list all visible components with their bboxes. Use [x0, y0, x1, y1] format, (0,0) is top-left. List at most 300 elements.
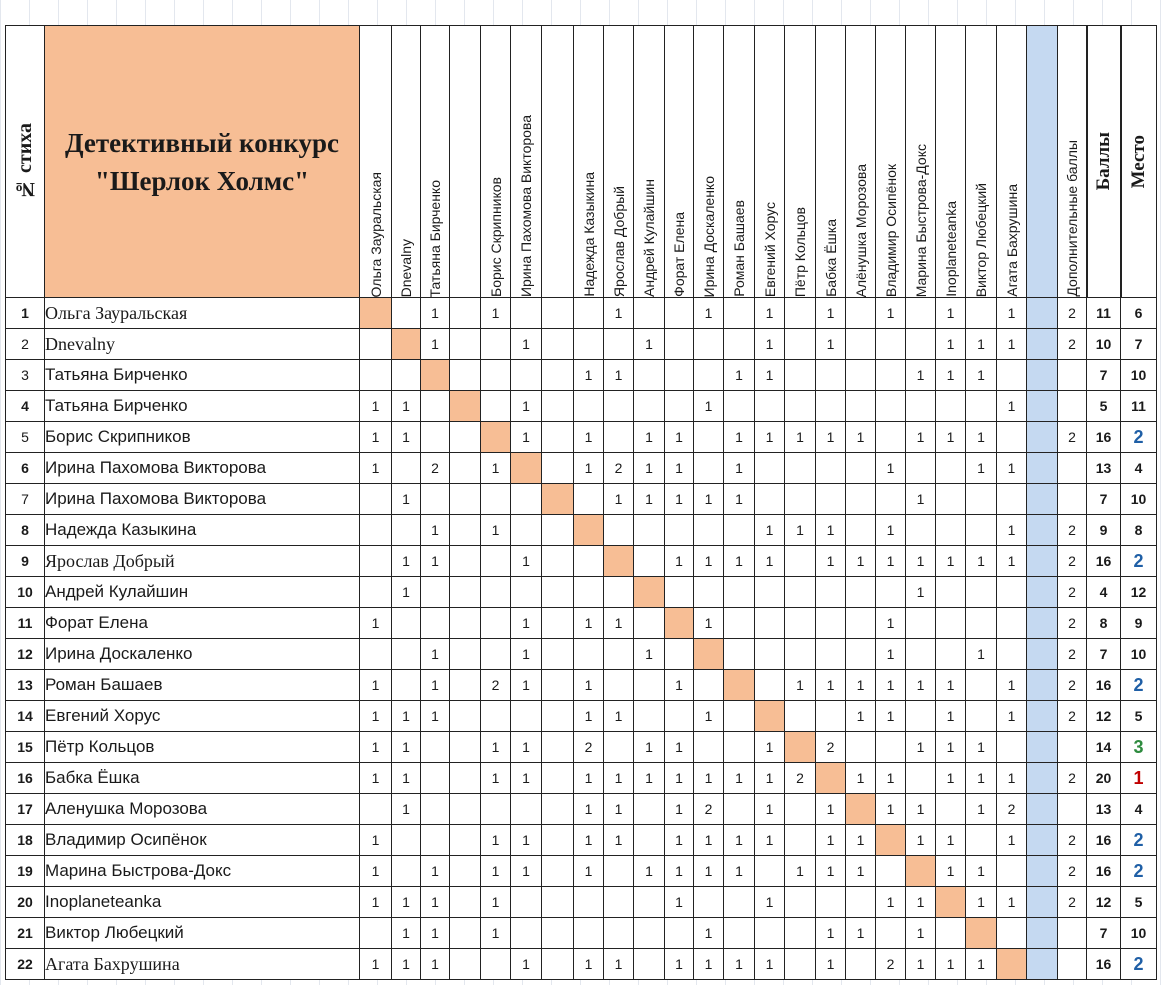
vote-cell[interactable]	[665, 329, 694, 360]
score-cell[interactable]: 7	[1087, 484, 1121, 515]
vote-cell[interactable]	[1027, 484, 1058, 515]
vote-cell[interactable]: 1	[876, 701, 906, 732]
vote-cell[interactable]	[876, 484, 906, 515]
vote-cell[interactable]: 1	[724, 484, 755, 515]
vote-cell[interactable]	[816, 887, 846, 918]
vote-cell[interactable]	[997, 856, 1027, 887]
vote-cell[interactable]: 1	[724, 763, 755, 794]
vote-cell[interactable]: 1	[665, 732, 694, 763]
vote-cell[interactable]	[694, 360, 724, 391]
vote-cell[interactable]: 1	[574, 856, 604, 887]
vote-cell[interactable]: 1	[997, 329, 1027, 360]
vote-cell[interactable]	[604, 577, 634, 608]
extra-points-cell[interactable]	[1058, 360, 1087, 391]
score-cell[interactable]: 9	[1087, 515, 1121, 546]
vote-cell[interactable]	[1027, 701, 1058, 732]
vote-cell[interactable]	[785, 918, 816, 949]
vote-cell[interactable]: 1	[755, 298, 785, 329]
vote-cell[interactable]: 1	[421, 329, 450, 360]
verse-number-cell[interactable]: 20	[6, 887, 45, 918]
author-name-cell[interactable]: Ярослав Добрый	[45, 546, 360, 577]
vote-cell[interactable]	[665, 391, 694, 422]
vote-cell[interactable]	[936, 577, 966, 608]
vote-cell[interactable]: 2	[481, 670, 511, 701]
vote-cell[interactable]: 1	[665, 887, 694, 918]
vote-cell[interactable]: 1	[604, 298, 634, 329]
vote-cell[interactable]: 1	[574, 670, 604, 701]
vote-cell[interactable]: 1	[997, 298, 1027, 329]
author-name-cell[interactable]: Надежда Казыкина	[45, 515, 360, 546]
vote-cell[interactable]	[906, 515, 936, 546]
vote-cell[interactable]: 1	[997, 515, 1027, 546]
vote-cell[interactable]: 1	[816, 515, 846, 546]
vote-cell[interactable]: 1	[634, 329, 665, 360]
vote-cell[interactable]: 1	[906, 360, 936, 391]
verse-number-cell[interactable]: 7	[6, 484, 45, 515]
verse-number-cell[interactable]: 16	[6, 763, 45, 794]
vote-cell[interactable]: 1	[876, 453, 906, 484]
vote-cell[interactable]	[785, 949, 816, 980]
vote-cell[interactable]: 1	[997, 701, 1027, 732]
column-header-23[interactable]	[1027, 26, 1058, 298]
author-name-cell[interactable]: Ольга Зауральская	[45, 298, 360, 329]
vote-cell[interactable]	[846, 298, 876, 329]
vote-cell[interactable]	[906, 391, 936, 422]
vote-cell[interactable]	[604, 887, 634, 918]
place-cell[interactable]: 9	[1121, 608, 1157, 639]
vote-cell[interactable]	[876, 391, 906, 422]
vote-cell[interactable]	[846, 484, 876, 515]
vote-cell[interactable]	[542, 856, 574, 887]
vote-cell[interactable]	[574, 546, 604, 577]
vote-cell[interactable]	[421, 794, 450, 825]
vote-cell[interactable]	[785, 391, 816, 422]
vote-cell[interactable]	[724, 329, 755, 360]
vote-cell[interactable]	[694, 732, 724, 763]
vote-cell[interactable]	[1027, 298, 1058, 329]
vote-cell[interactable]	[421, 825, 450, 856]
vote-cell[interactable]	[542, 391, 574, 422]
vote-cell[interactable]: 1	[936, 949, 966, 980]
vote-cell[interactable]	[966, 577, 997, 608]
extra-points-cell[interactable]: 2	[1058, 825, 1087, 856]
verse-number-cell[interactable]: 6	[6, 453, 45, 484]
author-name-cell[interactable]: Евгений Хорус	[45, 701, 360, 732]
vote-cell[interactable]: 1	[906, 918, 936, 949]
vote-cell[interactable]	[966, 391, 997, 422]
place-cell[interactable]: 6	[1121, 298, 1157, 329]
vote-cell[interactable]	[876, 732, 906, 763]
vote-cell[interactable]: 1	[694, 949, 724, 980]
vote-cell[interactable]: 1	[392, 391, 421, 422]
vote-cell[interactable]	[846, 577, 876, 608]
vote-cell[interactable]: 1	[665, 763, 694, 794]
extra-points-cell[interactable]: 2	[1058, 515, 1087, 546]
vote-cell[interactable]: 1	[574, 825, 604, 856]
place-cell[interactable]: 2	[1121, 949, 1157, 980]
vote-cell[interactable]	[665, 360, 694, 391]
vote-cell[interactable]	[421, 391, 450, 422]
extra-points-cell[interactable]: 2	[1058, 329, 1087, 360]
vote-cell[interactable]	[604, 856, 634, 887]
verse-number-cell[interactable]: 15	[6, 732, 45, 763]
vote-cell[interactable]	[724, 918, 755, 949]
vote-cell[interactable]	[450, 856, 481, 887]
vote-cell[interactable]: 1	[634, 639, 665, 670]
vote-cell[interactable]	[724, 639, 755, 670]
score-cell[interactable]: 13	[1087, 453, 1121, 484]
vote-cell[interactable]: 1	[724, 453, 755, 484]
vote-cell[interactable]	[724, 515, 755, 546]
vote-cell[interactable]: 1	[634, 856, 665, 887]
vote-cell[interactable]: 1	[694, 856, 724, 887]
vote-cell[interactable]	[542, 887, 574, 918]
vote-cell[interactable]: 1	[360, 856, 392, 887]
vote-cell[interactable]	[450, 763, 481, 794]
vote-cell[interactable]: 1	[997, 763, 1027, 794]
vote-cell[interactable]: 1	[966, 546, 997, 577]
vote-cell[interactable]	[360, 546, 392, 577]
place-cell[interactable]: 7	[1121, 329, 1157, 360]
vote-cell[interactable]: 1	[392, 546, 421, 577]
vote-cell[interactable]	[481, 422, 511, 453]
vote-cell[interactable]	[574, 298, 604, 329]
score-cell[interactable]: 4	[1087, 577, 1121, 608]
vote-cell[interactable]: 1	[604, 949, 634, 980]
vote-cell[interactable]	[634, 825, 665, 856]
vote-cell[interactable]	[574, 577, 604, 608]
vote-cell[interactable]: 1	[360, 670, 392, 701]
extra-points-cell[interactable]	[1058, 453, 1087, 484]
vote-cell[interactable]	[694, 887, 724, 918]
vote-cell[interactable]	[481, 484, 511, 515]
vote-cell[interactable]	[542, 422, 574, 453]
column-header-10[interactable]	[634, 26, 665, 298]
vote-cell[interactable]	[481, 794, 511, 825]
author-name-cell[interactable]: Борис Скрипников	[45, 422, 360, 453]
column-header-1[interactable]	[360, 26, 392, 298]
vote-cell[interactable]	[966, 701, 997, 732]
vote-cell[interactable]	[634, 391, 665, 422]
author-name-cell[interactable]: Татьяна Бирченко	[45, 360, 360, 391]
author-name-cell[interactable]: Виктор Любецкий	[45, 918, 360, 949]
vote-cell[interactable]	[997, 422, 1027, 453]
vote-cell[interactable]	[1027, 949, 1058, 980]
vote-cell[interactable]: 1	[574, 763, 604, 794]
vote-cell[interactable]: 1	[360, 453, 392, 484]
column-header-6[interactable]	[511, 26, 542, 298]
vote-cell[interactable]	[421, 577, 450, 608]
vote-cell[interactable]	[360, 515, 392, 546]
vote-cell[interactable]: 1	[360, 422, 392, 453]
vote-cell[interactable]: 1	[936, 670, 966, 701]
vote-cell[interactable]	[755, 670, 785, 701]
vote-cell[interactable]: 1	[511, 670, 542, 701]
vote-cell[interactable]: 1	[906, 794, 936, 825]
author-name-cell[interactable]: Inoplaneteanka	[45, 887, 360, 918]
contest-title-cell[interactable]	[45, 26, 360, 298]
vote-cell[interactable]: 1	[936, 732, 966, 763]
vote-cell[interactable]	[574, 639, 604, 670]
vote-cell[interactable]	[450, 918, 481, 949]
place-cell[interactable]: 1	[1121, 763, 1157, 794]
vote-cell[interactable]: 1	[936, 856, 966, 887]
vote-cell[interactable]	[542, 763, 574, 794]
score-cell[interactable]: 11	[1087, 298, 1121, 329]
vote-cell[interactable]: 1	[876, 546, 906, 577]
column-header-5[interactable]	[481, 26, 511, 298]
vote-cell[interactable]	[481, 608, 511, 639]
vote-cell[interactable]	[906, 701, 936, 732]
score-cell[interactable]: 20	[1087, 763, 1121, 794]
vote-cell[interactable]	[724, 670, 755, 701]
vote-cell[interactable]	[816, 360, 846, 391]
vote-cell[interactable]	[966, 670, 997, 701]
vote-cell[interactable]	[694, 670, 724, 701]
vote-cell[interactable]: 1	[421, 701, 450, 732]
vote-cell[interactable]	[966, 608, 997, 639]
vote-cell[interactable]: 1	[906, 670, 936, 701]
vote-cell[interactable]	[542, 949, 574, 980]
vote-cell[interactable]	[755, 701, 785, 732]
column-header-19[interactable]	[906, 26, 936, 298]
extra-points-cell[interactable]: 2	[1058, 639, 1087, 670]
vote-cell[interactable]	[694, 639, 724, 670]
vote-cell[interactable]	[876, 918, 906, 949]
vote-cell[interactable]	[876, 360, 906, 391]
vote-cell[interactable]: 1	[997, 453, 1027, 484]
vote-cell[interactable]	[450, 639, 481, 670]
vote-cell[interactable]	[1027, 515, 1058, 546]
vote-cell[interactable]	[542, 825, 574, 856]
vote-cell[interactable]	[421, 422, 450, 453]
vote-cell[interactable]: 1	[574, 608, 604, 639]
vote-cell[interactable]	[604, 329, 634, 360]
vote-cell[interactable]	[755, 484, 785, 515]
extra-points-cell[interactable]	[1058, 732, 1087, 763]
vote-cell[interactable]: 1	[936, 329, 966, 360]
extra-points-cell[interactable]: 2	[1058, 546, 1087, 577]
vote-cell[interactable]	[634, 794, 665, 825]
vote-cell[interactable]: 1	[966, 453, 997, 484]
vote-cell[interactable]: 1	[876, 639, 906, 670]
vote-cell[interactable]: 1	[511, 391, 542, 422]
place-cell[interactable]: 10	[1121, 639, 1157, 670]
vote-cell[interactable]	[511, 701, 542, 732]
vote-cell[interactable]: 1	[511, 763, 542, 794]
vote-cell[interactable]	[450, 732, 481, 763]
vote-cell[interactable]: 1	[604, 360, 634, 391]
place-cell[interactable]: 4	[1121, 794, 1157, 825]
vote-cell[interactable]: 1	[481, 887, 511, 918]
vote-cell[interactable]	[1027, 608, 1058, 639]
vote-cell[interactable]	[450, 887, 481, 918]
author-name-cell[interactable]: Татьяна Бирченко	[45, 391, 360, 422]
vote-cell[interactable]	[450, 577, 481, 608]
vote-cell[interactable]	[604, 546, 634, 577]
score-cell[interactable]: 16	[1087, 422, 1121, 453]
vote-cell[interactable]	[936, 639, 966, 670]
vote-cell[interactable]	[785, 701, 816, 732]
vote-cell[interactable]: 1	[665, 794, 694, 825]
vote-cell[interactable]	[966, 918, 997, 949]
vote-cell[interactable]	[604, 422, 634, 453]
vote-cell[interactable]	[724, 608, 755, 639]
vote-cell[interactable]: 1	[481, 918, 511, 949]
vote-cell[interactable]	[604, 918, 634, 949]
vote-cell[interactable]	[511, 360, 542, 391]
vote-cell[interactable]	[450, 825, 481, 856]
vote-cell[interactable]: 1	[755, 422, 785, 453]
vote-cell[interactable]	[906, 453, 936, 484]
vote-cell[interactable]	[392, 360, 421, 391]
vote-cell[interactable]	[785, 577, 816, 608]
vote-cell[interactable]: 1	[876, 670, 906, 701]
score-cell[interactable]: 7	[1087, 360, 1121, 391]
vote-cell[interactable]: 1	[360, 763, 392, 794]
vote-cell[interactable]	[360, 298, 392, 329]
vote-cell[interactable]: 1	[906, 887, 936, 918]
vote-cell[interactable]: 1	[936, 422, 966, 453]
vote-cell[interactable]: 2	[604, 453, 634, 484]
vote-cell[interactable]: 1	[936, 298, 966, 329]
column-header-13[interactable]	[724, 26, 755, 298]
vote-cell[interactable]: 1	[511, 422, 542, 453]
vote-cell[interactable]	[785, 794, 816, 825]
vote-cell[interactable]: 1	[694, 918, 724, 949]
score-cell[interactable]: 8	[1087, 608, 1121, 639]
vote-cell[interactable]	[360, 639, 392, 670]
vote-cell[interactable]	[1027, 732, 1058, 763]
vote-cell[interactable]: 1	[755, 546, 785, 577]
vote-cell[interactable]	[392, 639, 421, 670]
vote-cell[interactable]	[906, 298, 936, 329]
vote-cell[interactable]: 1	[481, 298, 511, 329]
vote-cell[interactable]	[634, 515, 665, 546]
vote-cell[interactable]	[1027, 453, 1058, 484]
vote-cell[interactable]	[785, 825, 816, 856]
author-name-cell[interactable]: Агата Бахрушина	[45, 949, 360, 980]
vote-cell[interactable]: 1	[846, 422, 876, 453]
vote-cell[interactable]	[511, 794, 542, 825]
vote-cell[interactable]	[876, 329, 906, 360]
vote-cell[interactable]: 1	[816, 329, 846, 360]
verse-number-header[interactable]	[6, 26, 45, 298]
vote-cell[interactable]	[906, 608, 936, 639]
column-header-7[interactable]	[542, 26, 574, 298]
vote-cell[interactable]: 1	[966, 360, 997, 391]
verse-number-cell[interactable]: 8	[6, 515, 45, 546]
vote-cell[interactable]: 1	[755, 763, 785, 794]
place-cell[interactable]: 2	[1121, 825, 1157, 856]
vote-cell[interactable]: 1	[421, 887, 450, 918]
author-name-cell[interactable]: Ирина Пахомова Викторова	[45, 453, 360, 484]
vote-cell[interactable]: 1	[876, 794, 906, 825]
author-name-cell[interactable]: Ирина Доскаленко	[45, 639, 360, 670]
vote-cell[interactable]: 1	[816, 918, 846, 949]
vote-cell[interactable]	[542, 515, 574, 546]
vote-cell[interactable]	[936, 794, 966, 825]
vote-cell[interactable]	[450, 453, 481, 484]
vote-cell[interactable]: 1	[392, 484, 421, 515]
vote-cell[interactable]: 1	[360, 887, 392, 918]
vote-cell[interactable]	[906, 639, 936, 670]
vote-cell[interactable]: 1	[694, 825, 724, 856]
vote-cell[interactable]	[604, 391, 634, 422]
vote-cell[interactable]	[1027, 856, 1058, 887]
vote-cell[interactable]	[574, 918, 604, 949]
column-header-2[interactable]	[392, 26, 421, 298]
vote-cell[interactable]: 1	[392, 949, 421, 980]
verse-number-cell[interactable]: 14	[6, 701, 45, 732]
vote-cell[interactable]	[724, 701, 755, 732]
score-cell[interactable]: 16	[1087, 949, 1121, 980]
vote-cell[interactable]	[542, 298, 574, 329]
column-header-9[interactable]	[604, 26, 634, 298]
vote-cell[interactable]: 1	[724, 546, 755, 577]
vote-cell[interactable]	[665, 577, 694, 608]
vote-cell[interactable]	[1027, 887, 1058, 918]
vote-cell[interactable]: 1	[816, 298, 846, 329]
vote-cell[interactable]	[511, 918, 542, 949]
extra-points-cell[interactable]: 2	[1058, 608, 1087, 639]
vote-cell[interactable]: 1	[634, 422, 665, 453]
vote-cell[interactable]	[392, 608, 421, 639]
vote-cell[interactable]: 1	[846, 825, 876, 856]
vote-cell[interactable]	[724, 298, 755, 329]
vote-cell[interactable]	[785, 329, 816, 360]
vote-cell[interactable]	[846, 329, 876, 360]
vote-cell[interactable]	[755, 639, 785, 670]
vote-cell[interactable]	[694, 577, 724, 608]
vote-cell[interactable]: 1	[511, 329, 542, 360]
extra-points-cell[interactable]: 2	[1058, 670, 1087, 701]
vote-cell[interactable]	[542, 794, 574, 825]
vote-cell[interactable]	[450, 701, 481, 732]
vote-cell[interactable]	[360, 360, 392, 391]
vote-cell[interactable]: 1	[816, 949, 846, 980]
vote-cell[interactable]: 1	[604, 608, 634, 639]
vote-cell[interactable]: 1	[816, 794, 846, 825]
vote-cell[interactable]: 1	[360, 391, 392, 422]
place-header[interactable]	[1121, 26, 1157, 298]
verse-number-cell[interactable]: 9	[6, 546, 45, 577]
vote-cell[interactable]	[634, 577, 665, 608]
vote-cell[interactable]: 1	[755, 794, 785, 825]
vote-cell[interactable]	[846, 453, 876, 484]
vote-cell[interactable]: 1	[966, 329, 997, 360]
vote-cell[interactable]: 1	[392, 918, 421, 949]
vote-cell[interactable]: 1	[876, 608, 906, 639]
vote-cell[interactable]: 2	[421, 453, 450, 484]
vote-cell[interactable]	[481, 577, 511, 608]
vote-cell[interactable]	[450, 329, 481, 360]
vote-cell[interactable]	[360, 577, 392, 608]
column-header-18[interactable]	[876, 26, 906, 298]
vote-cell[interactable]: 1	[724, 422, 755, 453]
place-cell[interactable]: 11	[1121, 391, 1157, 422]
vote-cell[interactable]: 1	[846, 918, 876, 949]
vote-cell[interactable]	[634, 546, 665, 577]
author-name-cell[interactable]: Пётр Кольцов	[45, 732, 360, 763]
vote-cell[interactable]	[392, 825, 421, 856]
vote-cell[interactable]	[816, 577, 846, 608]
vote-cell[interactable]	[997, 918, 1027, 949]
vote-cell[interactable]	[542, 670, 574, 701]
vote-cell[interactable]	[450, 794, 481, 825]
vote-cell[interactable]: 1	[997, 825, 1027, 856]
column-header-3[interactable]	[421, 26, 450, 298]
